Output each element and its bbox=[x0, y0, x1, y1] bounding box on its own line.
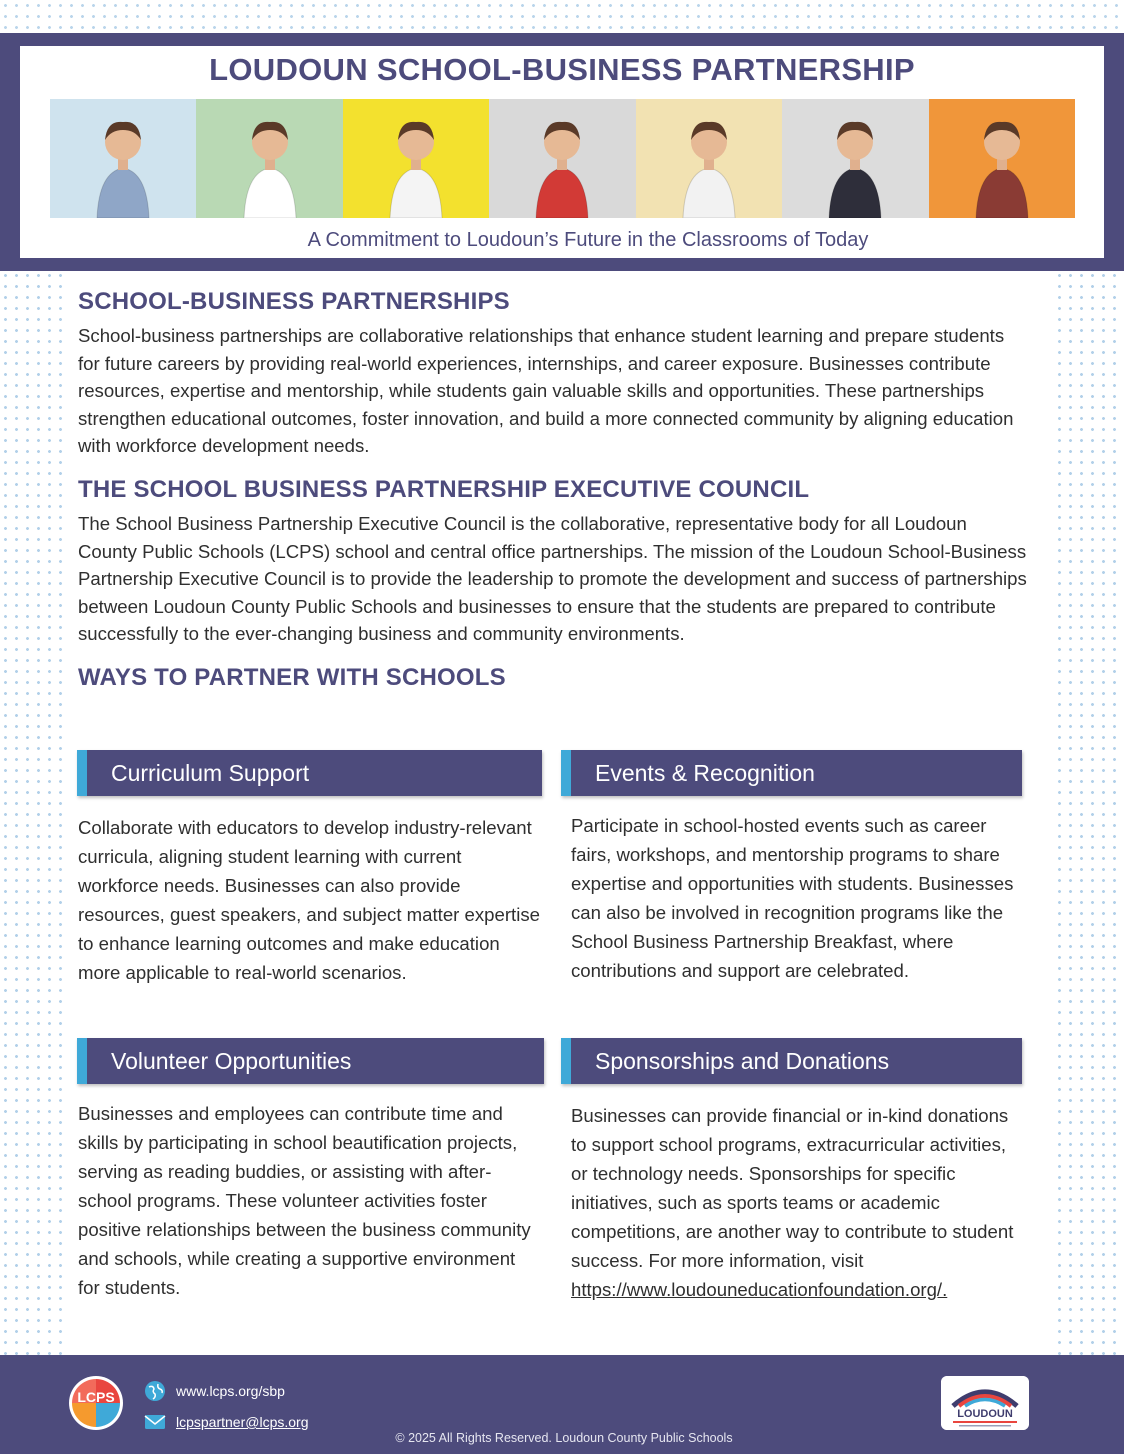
lcps-logo bbox=[68, 1375, 124, 1431]
photo-kid-artist bbox=[929, 99, 1075, 218]
education-foundation-link[interactable]: https://www.loudouneducationfoundation.org/. bbox=[571, 1279, 948, 1300]
box-header-events: Events & Recognition bbox=[561, 750, 1022, 796]
section-text-partnerships: School-business partnerships are collaborative relationships that enhance student learning and prepare students for future careers by providing real-world experiences, internships, and career exposure. Businesses contribute resources, expertise and mentorship, while students gain valuable skills and opportunities. These partnerships strengthen educational outcomes, foster innovation, and build a more connected community by aligning education with workforce development needs. bbox=[78, 325, 1014, 457]
kid-figure bbox=[91, 110, 155, 218]
globe-icon bbox=[144, 1380, 166, 1402]
email-row[interactable] bbox=[144, 1411, 309, 1433]
photo-strip bbox=[50, 99, 1075, 218]
photo-kid-doctor bbox=[196, 99, 342, 218]
photo-kid-with-wrenches bbox=[50, 99, 196, 218]
website-row[interactable] bbox=[144, 1380, 285, 1402]
photo-kid-businessman bbox=[782, 99, 928, 218]
dotted-pattern-left bbox=[0, 270, 70, 1355]
kid-figure bbox=[238, 110, 302, 218]
kid-figure bbox=[823, 110, 887, 218]
photo-kid-scientist bbox=[343, 99, 489, 218]
section-title-council: THE SCHOOL BUSINESS PARTNERSHIP EXECUTIVE COUNCIL bbox=[78, 475, 810, 503]
loudoun-logo-text: LOUDOUN bbox=[957, 1408, 1013, 1420]
box-text-curriculum: Collaborate with educators to develop industry-relevant curricula, aligning student learning with current workforce needs. Businesses can also provide resources, guest speakers, and subject matter expertise to enhance learning outcomes and make education more applicable to real-world scenarios. bbox=[78, 817, 540, 983]
box-text-volunteer: Businesses and employees can contribute time and skills by participating in school beautification projects, serving as reading buddies, or assisting with after-school programs. These volunteer activities foster positive relationships between the business community and schools, while creating a supportive environment for students. bbox=[78, 1103, 531, 1298]
box-header-sponsorships: Sponsorships and Donations bbox=[561, 1038, 1022, 1084]
section-title-ways: WAYS TO PARTNER WITH SCHOOLS bbox=[78, 663, 506, 691]
email-link[interactable]: lcpspartner@lcps.org bbox=[176, 1414, 309, 1430]
loudoun-logo bbox=[941, 1376, 1029, 1430]
photo-kid-engineer bbox=[489, 99, 635, 218]
kid-figure bbox=[677, 110, 741, 218]
page-title: LOUDOUN SCHOOL-BUSINESS PARTNERSHIP bbox=[209, 52, 915, 87]
website-link[interactable]: www.lcps.org/sbp bbox=[176, 1383, 285, 1399]
mail-icon bbox=[144, 1411, 166, 1433]
kid-figure bbox=[530, 110, 594, 218]
box-text-sponsorships bbox=[571, 1101, 1016, 1304]
box-text-events: Participate in school-hosted events such as career fairs, workshops, and mentorship programs to share expertise and opportunities with students. Businesses can also be involved in recognition programs like the School Business Partnership Breakfast, where contributions and support are celebrated. bbox=[571, 815, 1014, 981]
photo-kid-architect bbox=[636, 99, 782, 218]
dotted-pattern-right bbox=[1054, 270, 1124, 1355]
section-title-partnerships: SCHOOL-BUSINESS PARTNERSHIPS bbox=[78, 288, 510, 315]
kid-figure bbox=[384, 110, 448, 218]
main-content bbox=[78, 288, 1028, 692]
lcps-logo-text: LCPS bbox=[77, 1389, 115, 1405]
box-header-volunteer: Volunteer Opportunities bbox=[77, 1038, 544, 1084]
page-subtitle: A Commitment to Loudoun’s Future in the Classrooms of Today bbox=[307, 229, 869, 251]
kid-figure bbox=[970, 110, 1034, 218]
copyright-text: © 2025 All Rights Reserved. Loudoun County Public Schools bbox=[395, 1431, 733, 1445]
box-header-curriculum: Curriculum Support bbox=[77, 750, 542, 796]
sponsorships-text: Businesses can provide financial or in-kind donations to support school programs, extracurricular activities, or technology needs. Sponsorships for specific initiatives, such as sports teams or academic competitions, are another way to contribute to student success. For more information, visit bbox=[571, 1105, 1014, 1271]
section-text-council: The School Business Partnership Executive Council is the collaborative, representative body for all Loudoun County Public Schools (LCPS) school and central office partnerships. The mission of the Loudoun School-Business Partnership Executive Council is to provide the leadership to promote the development and success of partnerships between Loudoun County Public Schools and businesses to ensure that the students are prepared to contribute successfully to the ever-changing business and community environments. bbox=[78, 512, 1027, 645]
